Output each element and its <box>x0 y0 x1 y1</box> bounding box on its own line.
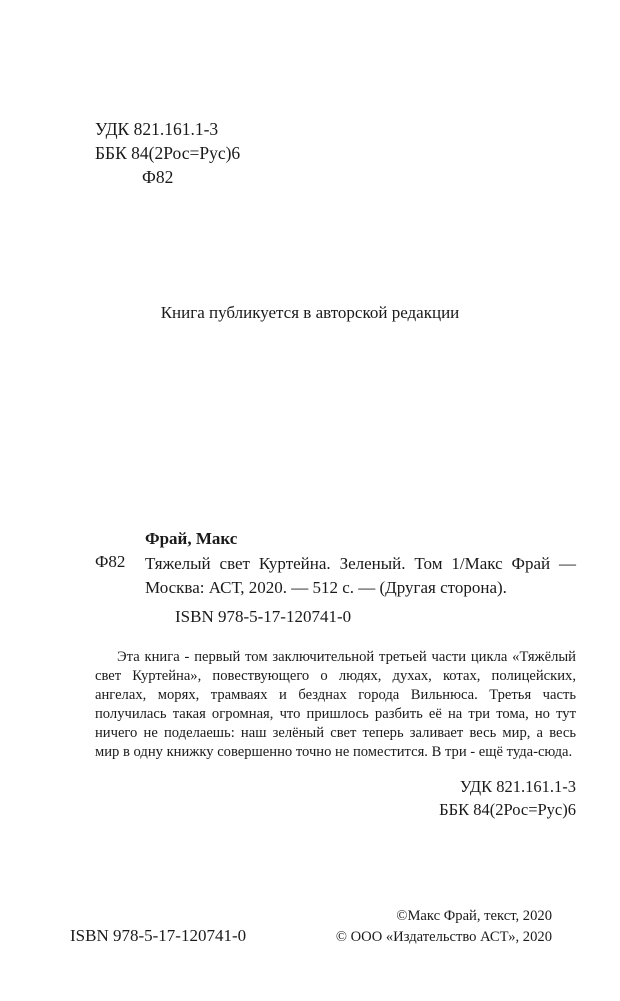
annotation-paragraph: Эта книга - первый том заключительной третьей части цикла «Тяжёлый свет Куртейна», повествующего о людях, духах, котах, полицейских, ангелах, морях, трамваях и безднах города Вильнюса. Третья часть получилась такая огромная, что пришлось разбить её на три тома, но тут ничего не поделаешь: наш зелёный свет теперь заливает весь мир, а весь мир в одну книжку совершенно точно не поместится. В три - ещё туда-сюда. <box>95 649 576 760</box>
author-sign-entry: Ф82 <box>95 552 126 571</box>
catalog-entry-row <box>95 552 576 600</box>
isbn-bottom: ISBN 978-5-17-120741-0 <box>70 926 247 945</box>
top-classification-codes <box>95 117 240 189</box>
bbk-code-top: ББК 84(2Рос=Рус)6 <box>95 143 241 163</box>
author-sign-top: Ф82 <box>142 167 174 187</box>
copyright-block <box>336 906 552 948</box>
catalog-author: Фрай, Макс <box>145 529 238 548</box>
udk-code-bottom: УДК 821.161.1-3 <box>459 777 576 796</box>
copyright-publisher: © ООО «Издательство АСТ», 2020 <box>335 929 552 945</box>
edition-note: Книга публикуется в авторской редакции <box>160 303 460 322</box>
bbk-code-bottom: ББК 84(2Рос=Рус)6 <box>439 800 576 819</box>
bibliographic-entry: Тяжелый свет Куртейна. Зеленый. Том 1/Макс Фрай — Москва: АСТ, 2020. — 512 с. — (Другая сторона). <box>145 554 576 597</box>
bottom-classification-codes <box>439 775 576 821</box>
isbn-catalog: ISBN 978-5-17-120741-0 <box>175 607 352 626</box>
copyright-author: ©Макс Фрай, текст, 2020 <box>396 908 552 924</box>
catalog-card <box>95 529 576 627</box>
udk-code-top: УДК 821.161.1-3 <box>95 119 219 139</box>
